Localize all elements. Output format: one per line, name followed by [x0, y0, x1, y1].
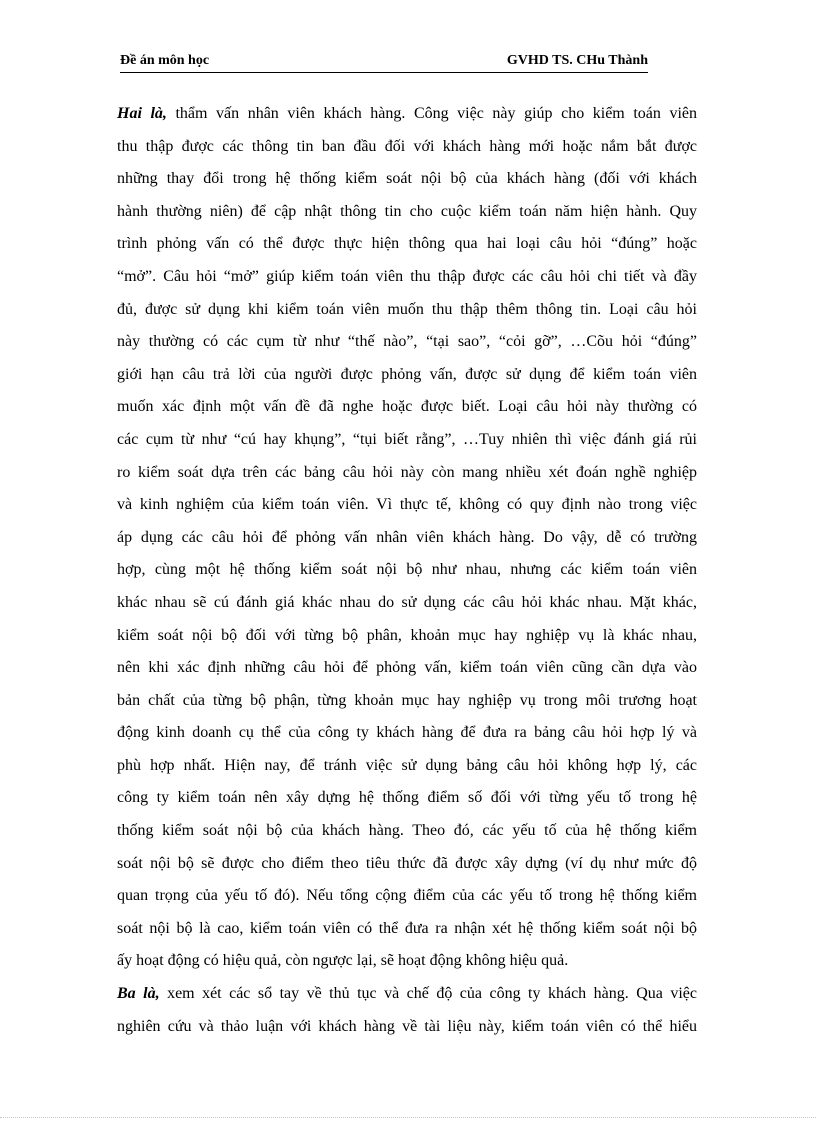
text-line: “mở”. Câu hỏi “mở” giúp kiểm toán viên thu thập được các câu hỏi chi tiết và đầy — [117, 267, 697, 285]
text-line: khác nhau sẽ cú đánh giá khác nhau do sử dụng các câu hỏi khác nhau. Mặt khác, — [117, 593, 697, 611]
paragraph-1-line-1: Hai là, thẩm vấn nhân viên khách hàng. Công việc này giúp cho kiểm toán viên — [117, 105, 697, 122]
text-line: hành thường niên) để cập nhật thông tin cho cuộc kiểm toán năm hiện hành. Quy — [117, 202, 697, 220]
text-line: nghiên cứu và thảo luận với khách hàng về tài liệu này, kiểm toán viên có thể hiểu — [117, 1017, 697, 1035]
text-line: phù hợp nhất. Hiện nay, để tránh việc sử dụng bảng câu hỏi không hợp lý, các — [117, 756, 697, 774]
text-line: và kinh nghiệm của kiểm toán viên. Vì thực tế, không có quy định nào trong việc — [117, 496, 697, 514]
paragraph-1-lead: Hai là, — [117, 105, 167, 122]
text-line: soát nội bộ sẽ được cho điểm theo tiêu thức đã được xây dựng (ví dụ như mức độ — [117, 854, 697, 872]
text-line: trình phỏng vấn có thể được thực hiện thông qua hai loại câu hỏi “đúng” hoặc — [117, 235, 697, 253]
text-line: thu thập được các thông tin ban đầu đối với khách hàng mới hoặc nắm bắt được — [117, 137, 697, 155]
text-line: những thay đổi trong hệ thống kiểm soát nội bộ của khách hàng (đối với khách — [117, 170, 697, 188]
text-line: giới hạn câu trả lời của người được phỏng vấn, được sử dụng để kiểm toán viên — [117, 365, 697, 383]
header-supervisor: GVHD TS. CHu Thành — [506, 53, 648, 68]
text-line: kiểm soát nội bộ đối với từng bộ phân, khoản mục hay nghiệp vụ là khác nhau, — [117, 626, 697, 644]
text-line: ấy hoạt động có hiệu quả, còn ngược lại, sẽ hoạt động không hiệu quả. — [117, 952, 569, 970]
page-header — [120, 50, 648, 73]
body-text — [117, 98, 697, 1043]
text-line: đủ, được sử dụng khi kiểm toán viên muốn thu thập thêm thông tin. Loại câu hỏi — [117, 300, 697, 318]
text-line: ro kiểm soát dựa trên các bảng câu hỏi này còn mang nhiều xét đoán nghề nghiệp — [117, 463, 697, 481]
text-line: công ty kiểm toán nên xây dựng hệ thống điểm số đối với từng yếu tố trong hệ — [117, 789, 697, 807]
paragraph-2-line-1: Ba là, xem xét các sổ tay về thủ tục và chế độ của công ty khách hàng. Qua việc — [117, 985, 697, 1003]
paragraph-2-lead: Ba là, — [117, 985, 160, 1003]
text-line: soát nội bộ là cao, kiểm toán viên có thể đưa ra nhận xét hệ thống kiểm soát nội bộ — [117, 919, 697, 937]
text-line: hợp, cùng một hệ thống kiểm soát nội bộ như nhau, nhưng các kiểm toán viên — [117, 561, 697, 579]
text-line: muốn xác định một vấn đề đã nghe hoặc được biết. Loại câu hỏi này thường có — [117, 398, 697, 416]
text-line: các cụm từ như “cú hay khụng”, “tụi biết rằng”, …Tuy nhiên thì việc đánh giá rủi — [117, 430, 697, 448]
page-bottom-divider — [0, 1117, 816, 1118]
text-line: này thường có các cụm từ như “thế nào”, “tại sao”, “cỏi gỡ”, …Cõu hỏi “đúng” — [117, 333, 697, 351]
text-line: quan trọng của yếu tố đó). Nếu tổng cộng điểm của các yếu tố trong hệ thống kiểm — [117, 887, 697, 905]
text-line: áp dụng các câu hỏi để phỏng vấn nhân viên khách hàng. Do vậy, dễ có trường — [117, 528, 697, 546]
text-line: thống kiểm soát nội bộ của khách hàng. Theo đó, các yếu tố của hệ thống kiểm — [117, 822, 697, 840]
text-line: bản chất của từng bộ phận, từng khoản mục hay nghiệp vụ trong môi trương hoạt — [117, 691, 697, 709]
text-line: động kinh doanh cụ thể của công ty khách hàng để đưa ra bảng câu hỏi hợp lý và — [117, 724, 697, 742]
text-line: nên khi xác định những câu hỏi để phỏng vấn, kiểm toán viên cũng cần dựa vào — [117, 659, 697, 677]
header-course-title: Đề án môn học — [120, 53, 210, 68]
